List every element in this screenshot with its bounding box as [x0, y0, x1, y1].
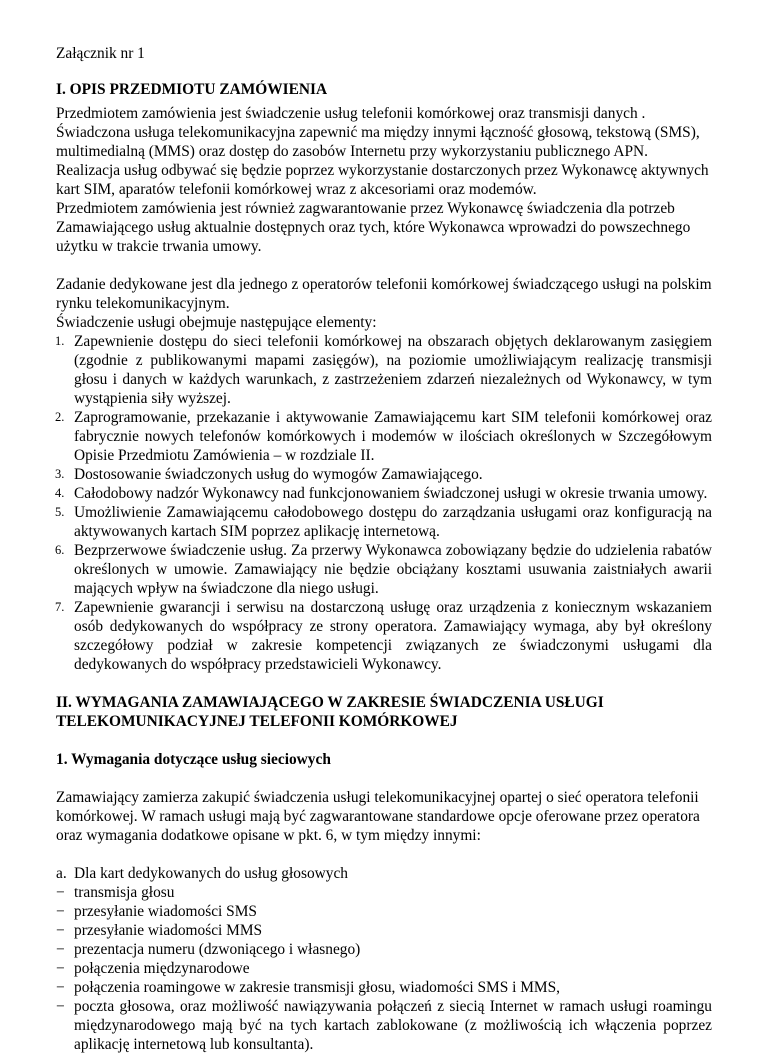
subsection1-heading: 1. Wymagania dotyczące usług sieciowych	[56, 751, 331, 768]
service-elements-list	[56, 332, 712, 674]
section2-heading-line2: TELEKOMUNIKACYJNEJ TELEFONII KOMÓRKOWEJ	[56, 713, 458, 730]
list-item: 2. Zaprogramowanie, przekazanie i aktywowanie Zamawiającemu kart SIM telefonii komórkowej oraz fabrycznie nowych telefonów komórkowych i modemów w ilościach określonych w Szczegółowym Opisie Przedmiotu Zamówienia – w rozdziale II.	[55, 409, 712, 464]
intro-paragraph-3: Realizacja usług odbywać się będzie poprzez wykorzystanie dostarczonych przez Wykonawcę aktywnych kart SIM, aparatów telefonii komórkowej wraz z akcesoriami oraz modemów.	[56, 162, 709, 198]
list-item: − przesyłanie wiadomości SMS	[56, 903, 257, 920]
list-item: − przesyłanie wiadomości MMS	[56, 922, 263, 939]
list-item: a. Dla kart dedykowanych do usług głosowych	[56, 865, 348, 882]
section1-heading: I. OPIS PRZEDMIOTU ZAMÓWIENIA	[56, 81, 328, 98]
intro-paragraph-4: Przedmiotem zamówienia jest również zagwarantowanie przez Wykonawcę świadczenia dla potrzeb Zamawiającego usług aktualnie dostępnych oraz tych, które Wykonawca wprowadzi do powszechnego użytku w trakcie trwania umowy.	[56, 200, 691, 255]
intro-paragraph-2: Świadczona usługa telekomunikacyjna zapewnić ma między innymi łączność głosową, tekstową (SMS), multimedialną (MMS) oraz dostęp do zasobów Internetu przy wykorzystaniu publicznego APN.	[56, 124, 700, 160]
section2-heading	[56, 693, 712, 731]
task-paragraph-2: Świadczenie usługi obejmuje następujące elementy:	[56, 314, 377, 331]
list-item: 1. Zapewnienie dostępu do sieci telefonii komórkowej na obszarach objętych deklarowanym zasięgiem (zgodnie z publikowanymi mapami zasięgów), na poziomie umożliwiającym realizację transmisji głosu i danych w każdych warunkach, z zastrzeżeniem zdarzeń niezależnych od Wykonawcy, w tym wystąpienia siły wyższej.	[55, 333, 712, 407]
list-item: − prezentacja numeru (dzwoniącego i własnego)	[56, 941, 361, 958]
list-item: 6. Bezprzerwowe świadczenie usług. Za przerwy Wykonawca zobowiązany będzie do udzielenia rabatów określonych w umowie. Zamawiający nie będzie obciążany kosztami usuwania zaistniałych awarii mających wpływ na świadczone dla niego usługi.	[55, 542, 712, 597]
list-item: 4. Całodobowy nadzór Wykonawcy nad funkcjonowaniem świadczonej usługi w okresie trwania umowy.	[55, 485, 708, 502]
list-item: − poczta głosowa, oraz możliwość nawiązywania połączeń z siecią Internet w ramach usługi roamingu międzynarodowego mają być na tych kartach zablokowane (z możliwością ich włączenia poprzez aplikację internetową lub konsultanta).	[56, 998, 712, 1053]
list-item: − połączenia roamingowe w zakresie transmisji głosu, wiadomości SMS i MMS,	[56, 979, 561, 996]
list-item: 3. Dostosowanie świadczonych usług do wymogów Zamawiającego.	[55, 466, 483, 483]
section2-heading-line1: II. WYMAGANIA ZAMAWIAJĄCEGO W ZAKRESIE ŚWIADCZENIA USŁUGI	[56, 694, 604, 711]
subsection1-paragraph: Zamawiający zamierza zakupić świadczenia usługi telekomunikacyjnej opartej o sieć operatora telefonii komórkowej. W ramach usługi mają być zagwarantowane standardowe opcje oferowane przez operatora oraz wymagania dodatkowe opisane w pkt. 6, w tym między innymi:	[56, 789, 700, 844]
task-paragraph-1: Zadanie dedykowane jest dla jednego z operatorów telefonii komórkowej świadczącego usługi na polskim rynku telekomunikacyjnym.	[56, 276, 712, 312]
list-item: 7. Zapewnienie gwarancji i serwisu na dostarczoną usługę oraz urządzenia z koniecznym wskazaniem osób dedykowanych do współpracy ze strony operatora. Zamawiający wymaga, aby był określony szczegółowy podział w zakresie kompetencji związanych ze świadczonymi usługami dla dedykowanych do współpracy przedstawicieli Wykonawcy.	[55, 599, 712, 673]
intro-paragraph-1: Przedmiotem zamówienia jest świadczenie usług telefonii komórkowej oraz transmisji danych .	[56, 105, 646, 122]
list-item: − połączenia międzynarodowe	[56, 960, 250, 977]
annex-label: Załącznik nr 1	[56, 45, 145, 62]
voice-card-list	[56, 864, 712, 1054]
list-item: 5. Umożliwienie Zamawiającemu całodobowego dostępu do zarządzania usługami oraz konfiguracją na aktywowanych kartach SIM poprzez aplikację internetową.	[55, 504, 712, 540]
document-page	[56, 44, 712, 1054]
list-item: − transmisja głosu	[56, 884, 175, 901]
